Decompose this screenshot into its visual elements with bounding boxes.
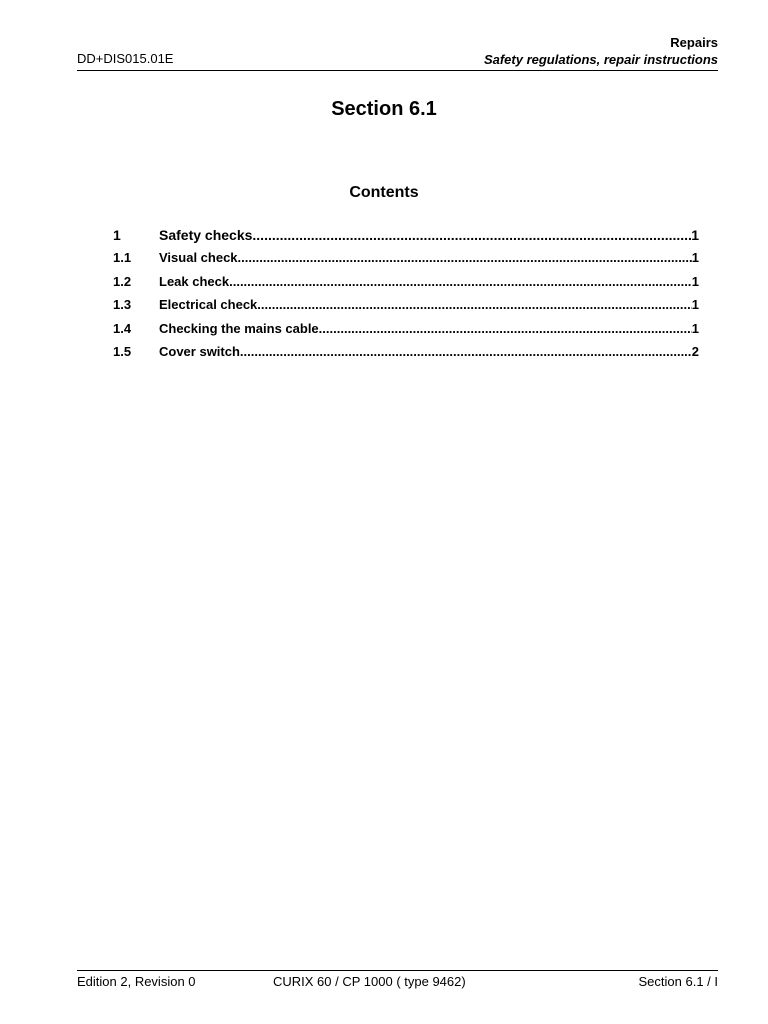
toc-entry-page: 1 xyxy=(691,297,699,312)
chapter-title: Repairs xyxy=(670,35,718,50)
toc-entry-label: Visual check xyxy=(159,250,238,265)
contents-heading: Contents xyxy=(349,184,419,201)
toc-entry-1-5[interactable] xyxy=(113,343,699,367)
toc-dot-leader xyxy=(229,273,692,291)
page-footer xyxy=(77,970,718,995)
toc-dot-leader xyxy=(238,249,692,267)
toc-dot-leader xyxy=(252,226,691,244)
toc-entry-1-2[interactable] xyxy=(113,273,699,297)
toc-dot-leader xyxy=(319,320,692,338)
toc-entry-1-1[interactable] xyxy=(113,249,699,273)
page-reference: Section 6.1 / I xyxy=(638,974,718,989)
product-info: CURIX 60 / CP 1000 ( type 9462) xyxy=(273,974,466,989)
toc-entry-number: 1 xyxy=(113,227,121,243)
section-title: Section 6.1 xyxy=(331,98,437,120)
toc-entry-number: 1.1 xyxy=(113,250,132,265)
toc-entry-page: 1 xyxy=(691,250,699,265)
chapter-subtitle: Safety regulations, repair instructions xyxy=(483,52,718,67)
toc-dot-leader xyxy=(240,343,692,361)
document-id: DD+DIS015.01E xyxy=(77,51,174,66)
toc-entry-page: 1 xyxy=(691,273,699,289)
toc-entry-number: 1.3 xyxy=(113,297,132,312)
toc-dot-leader xyxy=(257,296,691,314)
header-titles xyxy=(484,34,718,68)
toc-entry-label: Leak check xyxy=(159,273,230,289)
toc-entry-label: Cover switch xyxy=(159,344,240,359)
toc-entry-1-4[interactable] xyxy=(113,320,699,344)
toc-entry-number: 1.5 xyxy=(113,344,132,359)
toc-entry-page: 2 xyxy=(691,344,699,359)
toc-entry-number: 1.4 xyxy=(113,320,132,336)
table-of-contents xyxy=(113,226,699,367)
toc-entry-label: Safety checks xyxy=(159,227,253,243)
toc-entry-1[interactable] xyxy=(113,226,699,249)
toc-entry-number: 1.2 xyxy=(113,273,132,289)
toc-entry-label: Electrical check xyxy=(159,297,258,312)
page-header xyxy=(77,34,718,71)
toc-entry-page: 1 xyxy=(691,227,699,243)
toc-entry-label: Checking the mains cable xyxy=(159,320,319,336)
toc-entry-1-3[interactable] xyxy=(113,296,699,320)
edition-info: Edition 2, Revision 0 xyxy=(77,974,196,989)
toc-entry-page: 1 xyxy=(691,320,699,336)
